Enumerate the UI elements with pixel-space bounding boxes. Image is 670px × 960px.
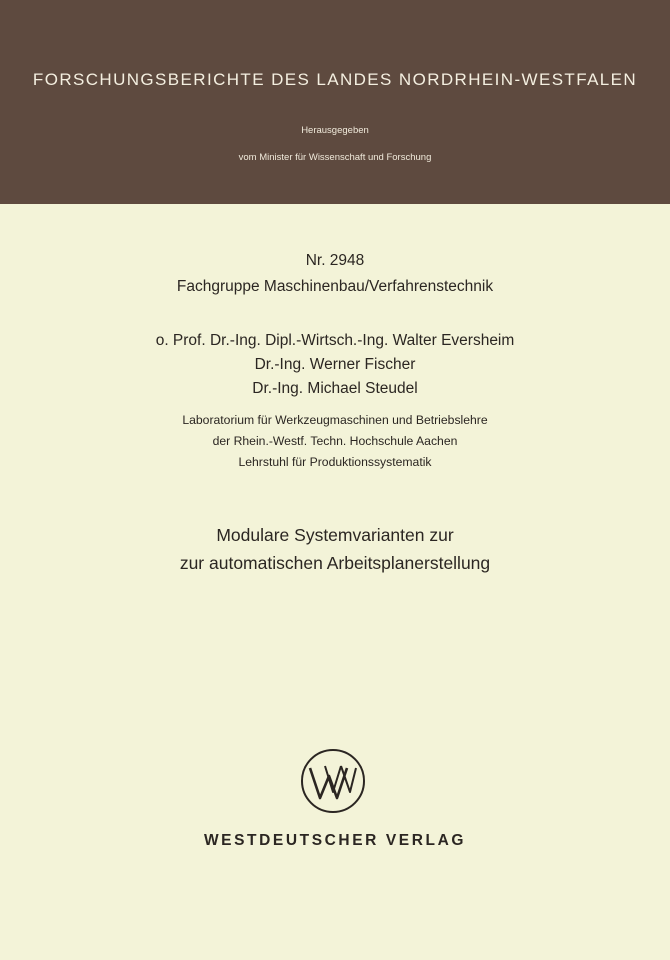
- publisher-name: WESTDEUTSCHER VERLAG: [203, 832, 467, 849]
- author-2: Dr.-Ing. Werner Fischer: [254, 356, 416, 373]
- series-title: FORSCHUNGSBERICHTE DES LANDES NORDRHEIN-WESTFALEN: [32, 70, 638, 89]
- wv-logo-icon: [300, 748, 366, 814]
- institution-line-1: Laboratorium für Werkzeugmaschinen und Betriebslehre: [182, 413, 488, 427]
- institution-line-3: Lehrstuhl für Produktionssystematik: [238, 455, 432, 469]
- subject-group: Fachgruppe Maschinenbau/Verfahrenstechnik: [176, 278, 494, 295]
- book-title-line-2: zur automatischen Arbeitsplanerstellung: [179, 553, 491, 573]
- institution-line-2: der Rhein.-Westf. Techn. Hochschule Aachen: [212, 434, 458, 448]
- book-title-line-1: Modulare Systemvarianten zur: [216, 525, 454, 545]
- author-3: Dr.-Ing. Michael Steudel: [252, 380, 418, 397]
- editor-label: Herausgegeben: [301, 125, 369, 136]
- series-header-band: [0, 0, 670, 204]
- report-number: Nr. 2948: [305, 252, 365, 269]
- author-1: o. Prof. Dr.-Ing. Dipl.-Wirtsch.-Ing. Walter Eversheim: [155, 332, 515, 349]
- editor-name: vom Minister für Wissenschaft und Forschung: [238, 152, 432, 163]
